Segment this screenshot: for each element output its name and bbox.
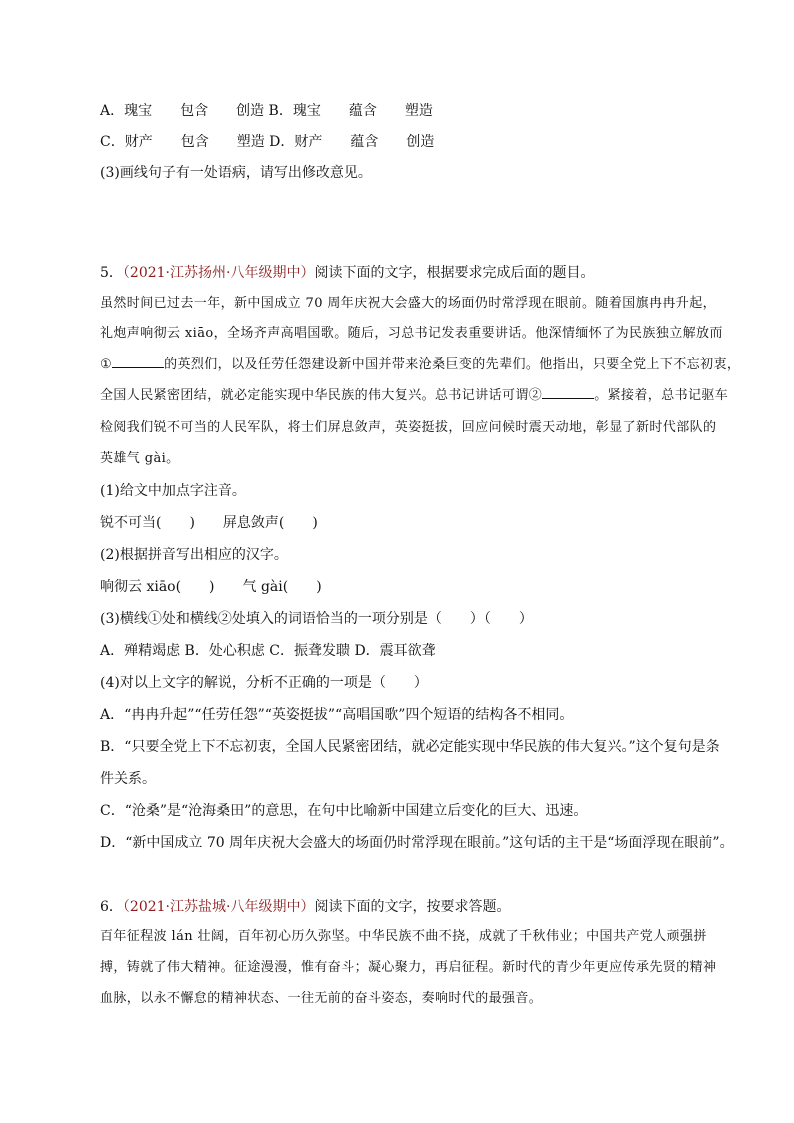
- q4-options-line-2: C．财产 包含 塑造 D．财产 蕴含 创造: [100, 134, 435, 150]
- q6-number: 6．: [100, 899, 123, 915]
- q6-source: （2021·江苏盐城·八年级期中）: [122, 899, 315, 915]
- blank-1[interactable]: [112, 355, 164, 368]
- q5-subquestion-1-items: 锐不可当( ) 屏息敛声( ): [100, 515, 318, 531]
- q5-passage-line-5: 检阅我们锐不可当的人民军队，将士们屏息敛声，英姿挺拔，回应问候时震天动地，彰显了新时代部队的: [100, 420, 717, 435]
- q5-subquestion-2-items: 响彻云 xiāo( ) 气 gài( ): [100, 579, 322, 595]
- q4-subquestion-3: (3)画线句子有一处语病，请写出修改意见。: [100, 165, 372, 181]
- q6-passage-line-3: 血脉，以永不懈怠的精神状态、一往无前的奋斗姿态，奏响时代的最强音。: [100, 991, 543, 1006]
- q5-subquestion-3: (3)横线①处和横线②处填入的词语恰当的一项分别是（ ）（ ）: [100, 611, 533, 627]
- q5-passage-line-3: [100, 355, 741, 375]
- q5-subquestion-4: (4)对以上文字的解说，分析不正确的一项是（ ）: [100, 675, 428, 691]
- q5-subquestion-3-options: A．殚精竭虑 B．处心积虑 C．振聋发聩 D．震耳欲聋: [100, 643, 436, 659]
- q5-source: （2021·江苏扬州·八年级期中）: [122, 265, 315, 281]
- q6-passage-line-1: 百年征程波 lán 壮阔，百年初心历久弥坚。中华民族不曲不挠，成就了千秋伟业；中国共产党人顽强拼: [100, 929, 707, 944]
- q5-subquestion-1: (1)给文中加点字注音。: [100, 483, 246, 499]
- blank-2[interactable]: [542, 386, 594, 399]
- q5-option-b-line-2: 件关系。: [100, 771, 156, 787]
- q5-passage-line-2: 礼炮声响彻云 xiāo，全场齐声高唱国歌。随后，习总书记发表重要讲话。他深情缅怀了为民族独立解放而: [100, 326, 723, 341]
- q5-number: 5．: [100, 265, 123, 281]
- q5-passage-line-1: 虽然时间已过去一年，新中国成立 70 周年庆祝大会盛大的场面仍时常浮现在眼前。随着国旗冉冉升起，: [100, 296, 717, 311]
- q5-option-a: A．“冉冉升起”“任劳任怨”“英姿挺拔”“高唱国歌”四个短语的结构各不相同。: [100, 707, 574, 723]
- q6-heading: [100, 897, 510, 917]
- q5-passage-line-4-text: 全国人民紧密团结，就必定能实现中华民族的伟大复兴。总书记讲话可谓②: [100, 388, 543, 403]
- blank-1-marker: ①: [100, 357, 113, 372]
- q5-subquestion-2: (2)根据拼音写出相应的汉字。: [100, 547, 288, 563]
- q5-instruction: 阅读下面的文字，根据要求完成后面的题目。: [314, 265, 595, 281]
- q6-instruction: 阅读下面的文字，按要求答题。: [314, 899, 511, 915]
- q5-option-b-line-1: B．“只要全党上下不忘初衷，全国人民紧密团结，就必定能实现中华民族的伟大复兴。”这个复句是条: [100, 739, 720, 755]
- q4-options-line-1: A．瑰宝 包含 创造 B．瑰宝 蕴含 塑造: [100, 103, 433, 119]
- q5-passage-line-6: 英雄气 gài。: [100, 451, 180, 466]
- q5-heading: [100, 263, 594, 283]
- q5-passage-line-4: [100, 386, 729, 406]
- q5-passage-line-3-text: 的英烈们，以及任劳任怨建设新中国并带来沧桑巨变的先辈们。他指出，只要全党上下不忘初衷，: [164, 357, 741, 372]
- q5-option-d: D．“新中国成立 70 周年庆祝大会盛大的场面仍时常浮现在眼前。”这句话的主干是“场面浮现在眼前”。: [100, 835, 734, 851]
- q5-passage-line-4-tail: 。紧接着，总书记驱车: [594, 388, 729, 403]
- q6-passage-line-2: 搏，铸就了伟大精神。征途漫漫，惟有奋斗；凝心聚力，再启征程。新时代的青少年更应传承先贤的精神: [100, 960, 717, 975]
- q5-option-c: C．“沧桑”是“沧海桑田”的意思，在句中比喻新中国建立后变化的巨大、迅速。: [100, 803, 588, 819]
